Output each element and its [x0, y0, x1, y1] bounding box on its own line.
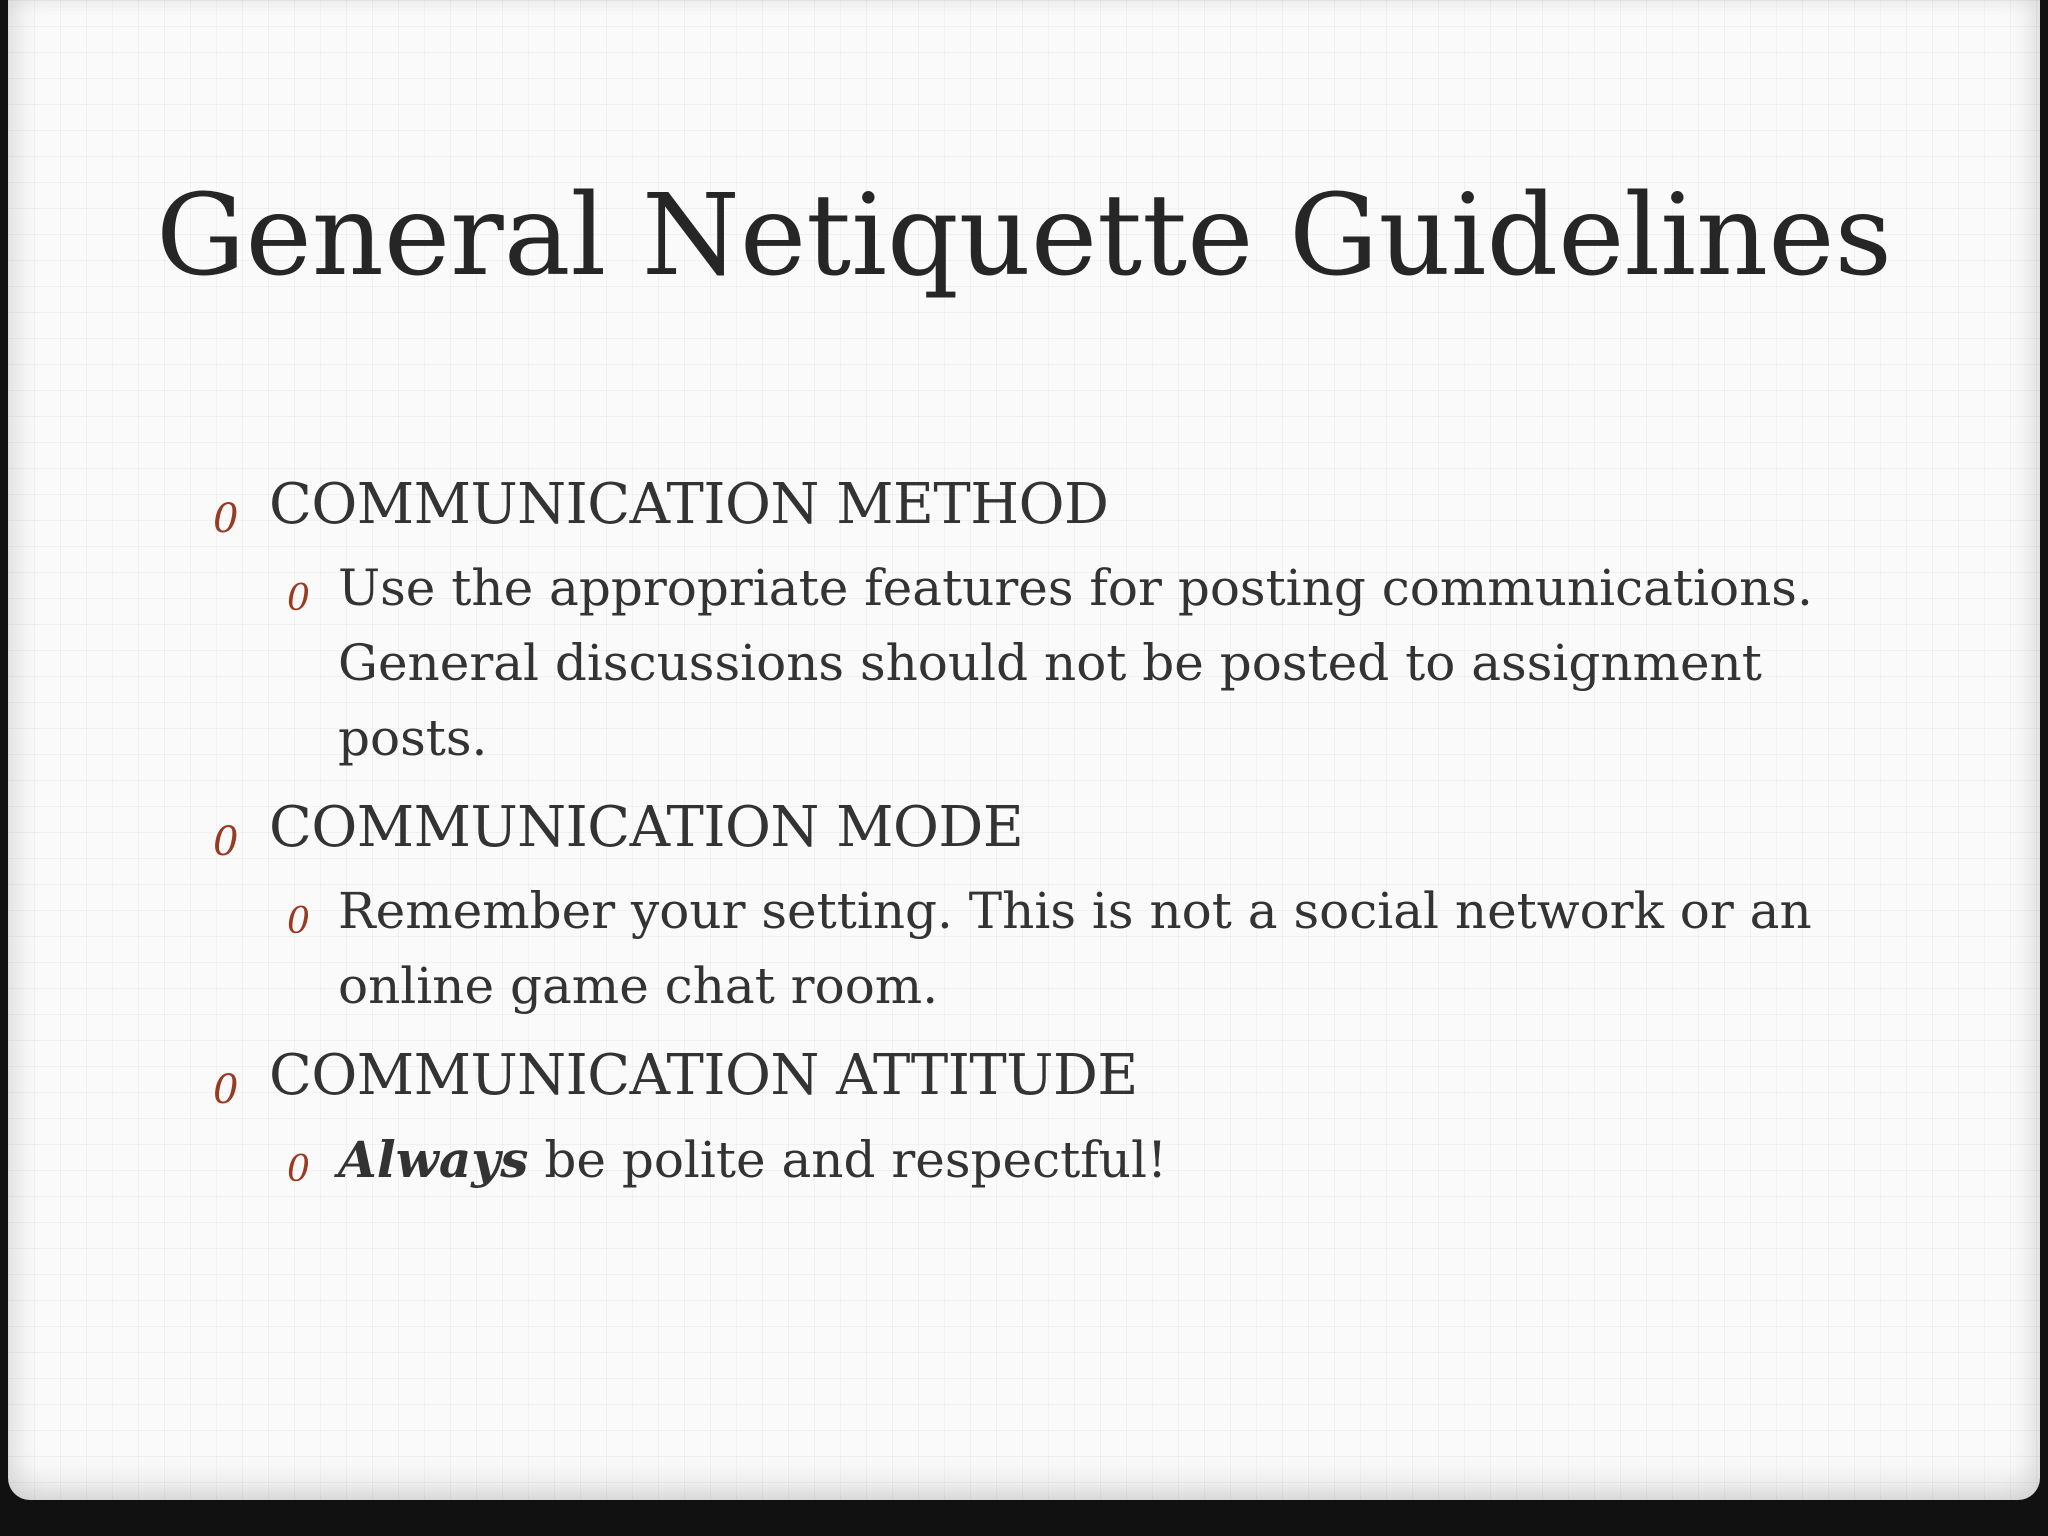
slide	[8, 0, 2040, 1500]
bullet-icon: 0	[287, 1149, 310, 1190]
bullet-communication-mode	[213, 788, 1913, 868]
sub-bullet-attitude-detail	[287, 1122, 1818, 1198]
bullet-communication-method	[213, 465, 1913, 545]
bullet-heading: COMMUNICATION ATTITUDE	[269, 1043, 1138, 1108]
bullet-icon: 0	[213, 496, 238, 542]
bullet-text: Remember your setting. This is not a social network or an online game chat room.	[338, 882, 1812, 1015]
bullet-icon: 0	[287, 578, 310, 619]
sub-bullet-method-detail	[287, 551, 1818, 776]
bullet-icon: 0	[213, 819, 238, 865]
sub-bullet-mode-detail	[287, 874, 1818, 1024]
bullet-list	[213, 465, 1913, 1210]
bullet-communication-attitude	[213, 1036, 1913, 1116]
bullet-heading: COMMUNICATION MODE	[269, 795, 1024, 860]
bullet-icon: 0	[213, 1067, 238, 1113]
bullet-icon: 0	[287, 901, 310, 942]
bullet-heading: COMMUNICATION METHOD	[269, 472, 1109, 537]
emphasis-text: Always	[338, 1130, 529, 1189]
bullet-text: be polite and respectful!	[528, 1131, 1168, 1189]
slide-title: General Netiquette Guidelines	[156, 171, 1892, 301]
bullet-text: Use the appropriate features for posting communications. General discussions should not be posted to assignment posts.	[338, 559, 1813, 767]
